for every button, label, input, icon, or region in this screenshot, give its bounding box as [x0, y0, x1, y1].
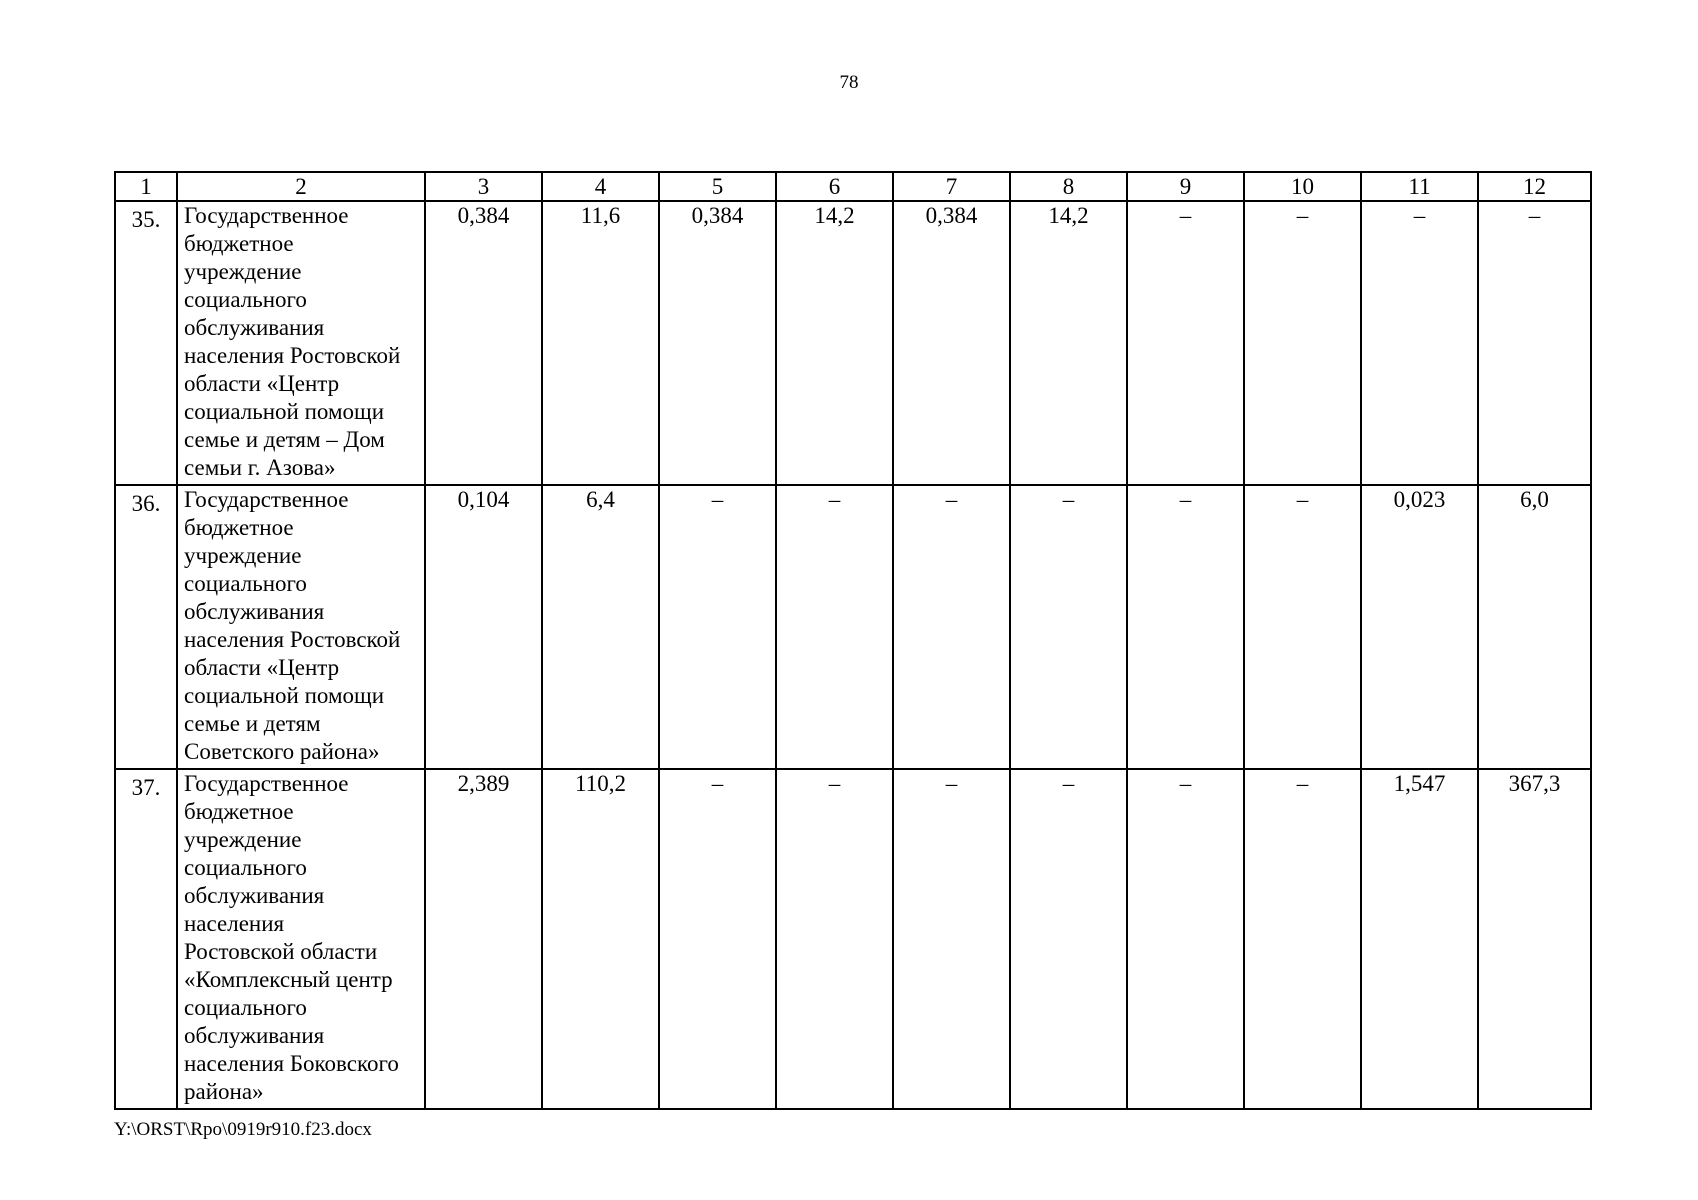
name-line: социального	[184, 995, 307, 1020]
row-number-cell	[115, 485, 177, 769]
name-line: социальной помощи	[184, 683, 385, 708]
row-number: 36.	[131, 491, 161, 516]
header-cell: 3	[425, 172, 542, 201]
name-line: социальной помощи	[184, 399, 385, 424]
name-line: Государственное	[184, 203, 349, 228]
value-cell	[1244, 485, 1361, 769]
row-number: 37.	[131, 775, 161, 800]
value: 0,384	[691, 203, 744, 228]
value: 6,4	[586, 487, 615, 512]
value: –	[828, 771, 841, 796]
name-line: социального	[184, 855, 307, 880]
value: –	[1179, 487, 1192, 512]
value: –	[1296, 771, 1309, 796]
value: –	[1179, 203, 1192, 228]
header-cell: 12	[1478, 172, 1591, 201]
value-cell	[659, 485, 776, 769]
value-cell	[1010, 769, 1127, 1109]
header-cell: 8	[1010, 172, 1127, 201]
name-line: обслуживания	[184, 883, 325, 908]
name-line: бюджетное	[184, 231, 294, 256]
header-cell: 9	[1127, 172, 1244, 201]
value-cell	[1244, 769, 1361, 1109]
name-line: учреждение	[184, 259, 302, 284]
name-line: области «Центр	[184, 655, 340, 680]
name-line: Ростовской области	[184, 939, 378, 964]
value-cell	[425, 201, 542, 485]
header-cell: 4	[542, 172, 659, 201]
name-line: бюджетное	[184, 799, 294, 824]
header-cell: 11	[1361, 172, 1478, 201]
value: 1,547	[1393, 771, 1446, 796]
value-cell	[425, 485, 542, 769]
value-cell	[542, 485, 659, 769]
header-cell: 7	[893, 172, 1010, 201]
value: 110,2	[575, 771, 626, 796]
name-line: обслуживания	[184, 315, 325, 340]
value-cell	[776, 201, 893, 485]
value-cell	[1010, 485, 1127, 769]
value: 367,3	[1508, 771, 1561, 796]
value: –	[711, 771, 724, 796]
value: –	[1528, 203, 1541, 228]
value-cell	[893, 485, 1010, 769]
header-cell: 5	[659, 172, 776, 201]
name-line: Государственное	[184, 487, 349, 512]
value: –	[1413, 203, 1426, 228]
header-cell: 6	[776, 172, 893, 201]
value: 11,6	[580, 203, 621, 228]
value-cell	[1361, 485, 1478, 769]
name-line: населения Боковского	[184, 1051, 399, 1076]
value: 2,389	[457, 771, 510, 796]
name-line: семье и детям – Дом	[184, 427, 385, 452]
file-path-footer: Y:\ORST\Rpo\0919r910.f23.docx	[114, 1119, 372, 1140]
value-cell	[659, 769, 776, 1109]
name-line: учреждение	[184, 543, 302, 568]
value-cell	[776, 769, 893, 1109]
value-cell	[893, 201, 1010, 485]
value-cell	[425, 769, 542, 1109]
row-number-cell	[115, 769, 177, 1109]
value-cell	[1127, 485, 1244, 769]
value: 14,2	[814, 203, 855, 228]
name-line: обслуживания	[184, 599, 325, 624]
value-cell	[776, 485, 893, 769]
header-cell: 2	[177, 172, 425, 201]
value-cell	[542, 201, 659, 485]
table-row	[115, 485, 1591, 769]
table-row	[115, 201, 1591, 485]
value-cell	[659, 201, 776, 485]
name-line: области «Центр	[184, 371, 340, 396]
page-number: 78	[839, 72, 859, 93]
value-cell	[1478, 485, 1591, 769]
value: –	[1179, 771, 1192, 796]
value-cell	[1361, 769, 1478, 1109]
name-line: Советского района»	[184, 739, 380, 764]
value: –	[945, 487, 958, 512]
value: 14,2	[1048, 203, 1089, 228]
value-cell	[893, 769, 1010, 1109]
value: –	[1062, 771, 1075, 796]
value: –	[1062, 487, 1075, 512]
value: 6,0	[1520, 487, 1549, 512]
value: –	[1296, 203, 1309, 228]
name-line: бюджетное	[184, 515, 294, 540]
value-cell	[1127, 201, 1244, 485]
header-cell: 10	[1244, 172, 1361, 201]
value-cell	[1127, 769, 1244, 1109]
value-cell	[1244, 201, 1361, 485]
value-cell	[542, 769, 659, 1109]
name-line: населения	[184, 911, 285, 936]
row-number: 35.	[131, 207, 161, 232]
name-line: района»	[184, 1079, 264, 1104]
institution-name-cell	[177, 485, 425, 769]
value: 0,384	[457, 203, 510, 228]
name-line: обслуживания	[184, 1023, 325, 1048]
name-line: социального	[184, 287, 307, 312]
name-line: социального	[184, 571, 307, 596]
value: 0,384	[925, 203, 978, 228]
institution-name-cell	[177, 769, 425, 1109]
name-line: населения Ростовской	[184, 343, 401, 368]
table-header-row	[115, 172, 1591, 201]
name-line: семье и детям	[184, 711, 321, 736]
row-number-cell	[115, 201, 177, 485]
value-cell	[1478, 769, 1591, 1109]
value-cell	[1361, 201, 1478, 485]
value: –	[828, 487, 841, 512]
value: 0,023	[1393, 487, 1446, 512]
value: –	[1296, 487, 1309, 512]
table-row	[115, 769, 1591, 1109]
value: 0,104	[457, 487, 510, 512]
header-cell: 1	[115, 172, 177, 201]
name-line: «Комплексный центр	[184, 967, 393, 992]
value: –	[945, 771, 958, 796]
value: –	[711, 487, 724, 512]
name-line: семьи г. Азова»	[184, 455, 336, 480]
name-line: учреждение	[184, 827, 302, 852]
name-line: населения Ростовской	[184, 627, 401, 652]
value-cell	[1478, 201, 1591, 485]
institution-name-cell	[177, 201, 425, 485]
data-table	[114, 171, 1592, 1110]
value-cell	[1010, 201, 1127, 485]
name-line: Государственное	[184, 771, 349, 796]
